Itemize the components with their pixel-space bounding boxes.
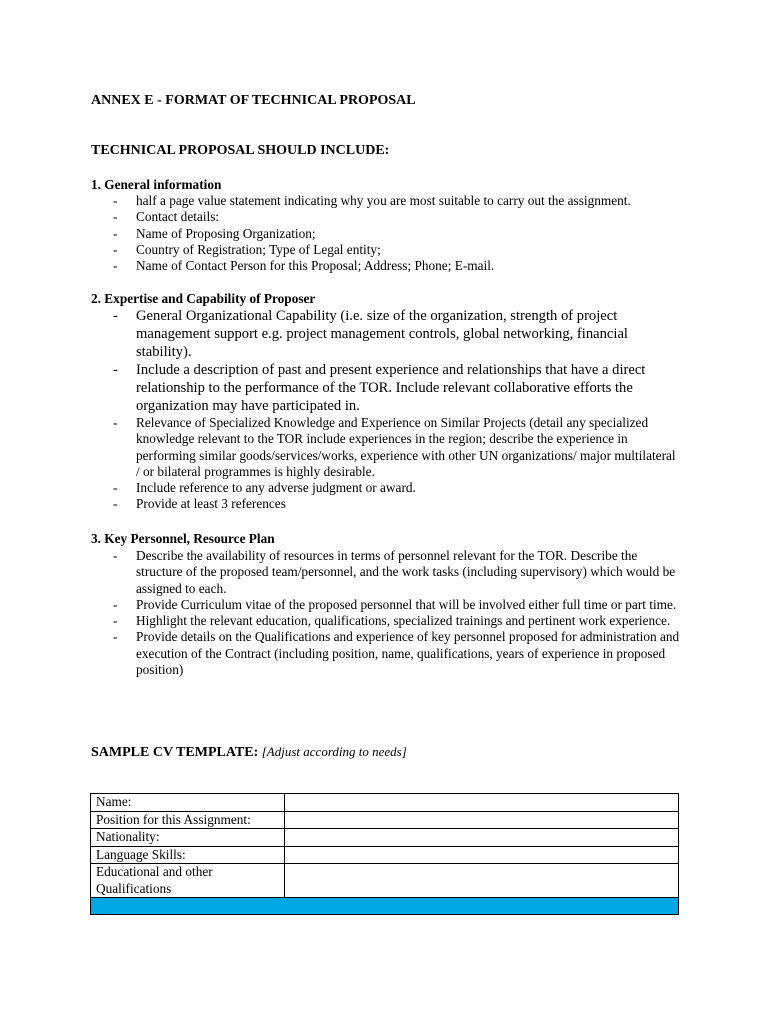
cv-field-value[interactable] — [285, 846, 679, 864]
table-row — [91, 864, 679, 898]
table-highlight-band — [91, 898, 679, 915]
list-item: - General Organizational Capability (i.e. size of the organization, strength of project management support e.g. project management controls, global networking, financial stability). — [113, 308, 628, 360]
general-information-list — [91, 193, 691, 274]
list-item: - Include reference to any adverse judgment or award. — [113, 480, 416, 496]
cv-field-label: Position for this Assignment: — [91, 811, 285, 829]
cv-template-table — [90, 793, 679, 915]
table-row — [91, 846, 679, 864]
list-item: - Describe the availability of resources in terms of personnel relevant for the TOR. Describe the structure of the proposed team/personnel, and the work tasks (including supervisory) which would be assigned to each. — [113, 548, 676, 596]
table-row — [91, 829, 679, 847]
list-item: - Name of Contact Person for this Proposal; Address; Phone; E-mail. — [113, 258, 495, 274]
list-item: - Provide details on the Qualifications and experience of key personnel proposed for administration and execution of the Contract (including position, name, qualifications, years of experience in proposed position) — [113, 629, 680, 678]
sample-cv-label: SAMPLE CV TEMPLATE: — [91, 745, 259, 760]
expertise-list-large — [91, 307, 671, 415]
cv-field-value[interactable] — [285, 794, 679, 812]
cv-field-value[interactable] — [285, 829, 679, 847]
sample-cv-note: [Adjust according to needs] — [261, 744, 407, 759]
table-highlight-row — [91, 898, 679, 915]
list-item: - Provide Curriculum vitae of the proposed personnel that will be involved either full time or part time. — [113, 596, 677, 612]
section-heading-general-information: 1. General information — [91, 177, 222, 192]
sample-cv-heading — [91, 744, 407, 761]
proposal-subtitle: TECHNICAL PROPOSAL SHOULD INCLUDE: — [91, 143, 390, 158]
list-item: - Provide at least 3 references — [113, 496, 286, 512]
section-heading-expertise: 2. Expertise and Capability of Proposer — [91, 291, 316, 306]
cv-field-label: Language Skills: — [91, 846, 285, 864]
list-item: - Name of Proposing Organization; — [113, 225, 316, 241]
list-item: - Contact details: — [113, 209, 220, 225]
page-title: ANNEX E - FORMAT OF TECHNICAL PROPOSAL — [91, 93, 416, 108]
cv-field-value[interactable] — [285, 811, 679, 829]
section-heading-key-personnel: 3. Key Personnel, Resource Plan — [91, 531, 275, 546]
list-item: - Highlight the relevant education, qualifications, specialized trainings and pertinent work experience. — [113, 613, 671, 629]
table-row — [91, 794, 679, 812]
list-item: - Relevance of Specialized Knowledge and Experience on Similar Projects (detail any specialized knowledge relevant to the TOR include experiences in the region; describe the experience in performing similar goods/services/works, experience with other UN organizations/ major multilateral / or bilateral programmes is highly desirable. — [113, 415, 676, 479]
list-item: - half a page value statement indicating why you are most suitable to carry out the assignment. — [113, 193, 631, 208]
list-item: - Include a description of past and present experience and relationships that have a direct relationship to the performance of the TOR. Include relevant collaborative efforts the organization may have participated in. — [113, 362, 646, 414]
key-personnel-list — [91, 548, 681, 678]
list-item: - Country of Registration; Type of Legal entity; — [113, 241, 381, 257]
cv-field-label: Name: — [91, 794, 285, 812]
cv-field-label: Nationality: — [91, 829, 285, 847]
cv-field-value[interactable] — [285, 864, 679, 898]
table-row — [91, 811, 679, 829]
cv-field-label: Educational and other Qualifications — [91, 864, 285, 898]
expertise-list — [91, 415, 681, 513]
